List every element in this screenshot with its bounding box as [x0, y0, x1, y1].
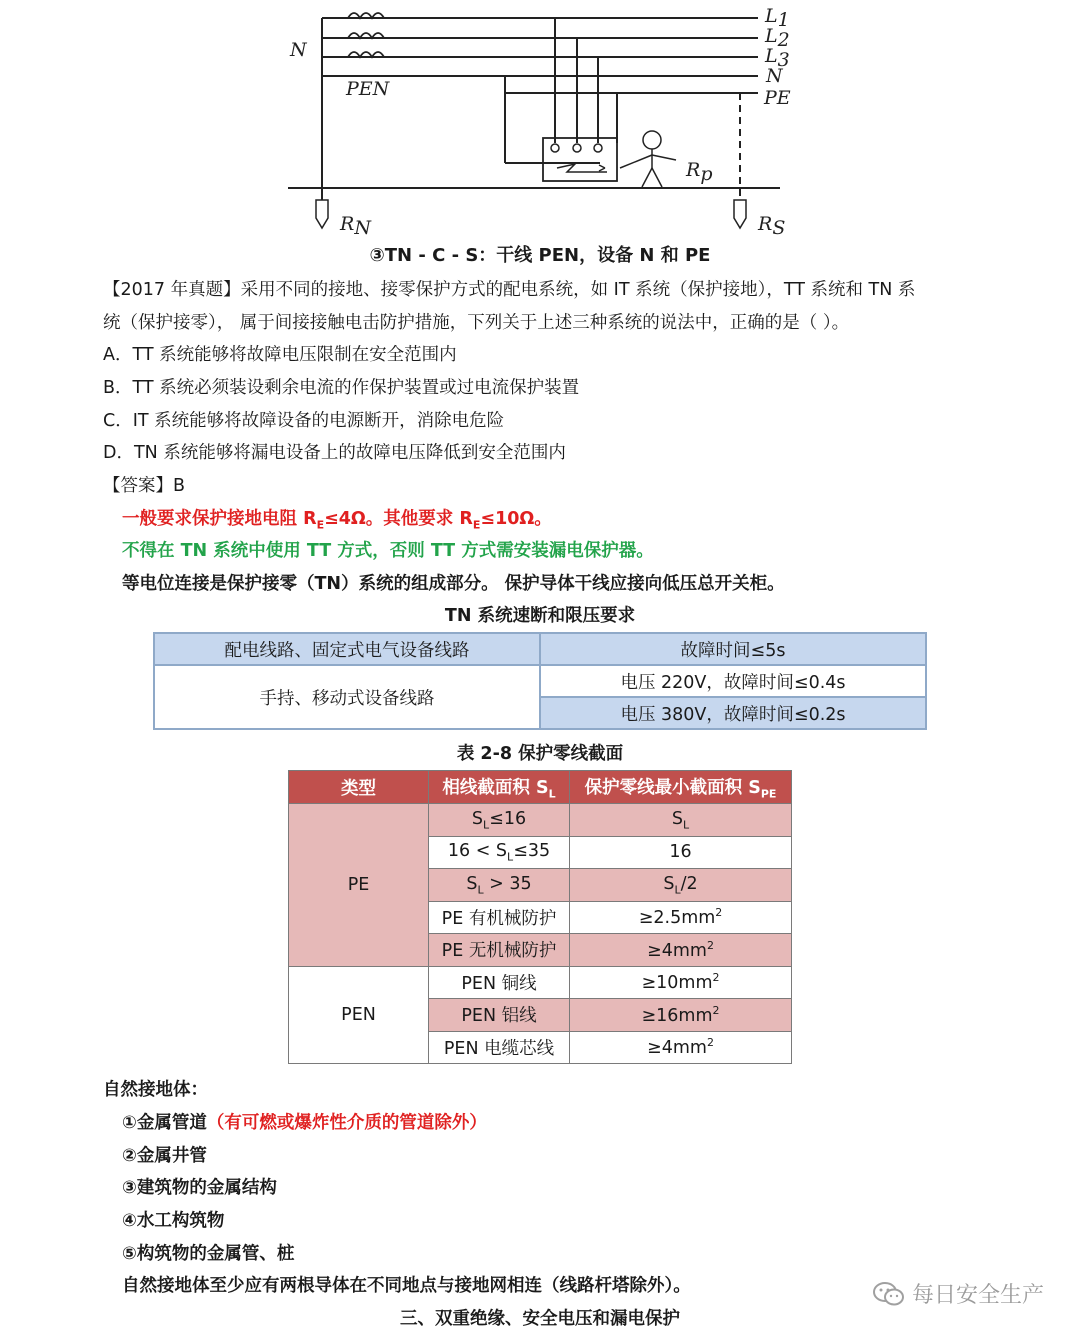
tn-cell: 电压 380V，故障时间≤0.2s — [540, 697, 926, 729]
pe-cell: PEN 铜线 — [429, 966, 570, 999]
watermark-text: 每日安全生产 — [911, 1283, 1044, 1308]
pe-header-type: 类型 — [289, 771, 429, 804]
wechat-watermark — [872, 1278, 1044, 1309]
option-a: A．TT 系统能够将故障电压限制在安全范围内 — [103, 345, 457, 365]
natural-item-4: ④水工构筑物 — [122, 1211, 225, 1231]
option-b: B．TT 系统必须装设剩余电流的作保护装置或过电流保护装置 — [103, 378, 580, 398]
pe-cell: PEN 铝线 — [429, 999, 570, 1032]
natural-item-5: ⑤构筑物的金属管、桩 — [122, 1244, 295, 1264]
tn-cell: 配电线路、固定式电气设备线路 — [154, 633, 540, 665]
natural-summary: 自然接地体至少应有两根导体在不同地点与接地网相连（线路杆塔除外）。 — [122, 1276, 691, 1296]
note-red: 一般要求保护接地电阻 $R_E\le 4\Omega$。其他要求 $R_E\le 10\Omega$。 — [122, 509, 552, 532]
tn-cell: 电压 220V，故障时间≤0.4s — [540, 665, 926, 697]
tn-cell: 手持、移动式设备线路 — [154, 665, 540, 729]
pe-cell: $\ge 4mm^2$ — [570, 934, 792, 967]
option-c: C．IT 系统能够将故障设备的电源断开，消除电危险 — [103, 411, 505, 431]
natural-item-3: ③建筑物的金属结构 — [122, 1178, 277, 1198]
natural-item-1: ①金属管道（有可燃或爆炸性介质的管道除外） — [122, 1113, 487, 1133]
note-green: 不得在 TN 系统中使用 TT 方式，否则 TT 方式需安装漏电保护器。 — [122, 541, 654, 561]
label-l1: L1 — [765, 5, 790, 31]
pe-cell: PE 有机械防护 — [429, 901, 570, 934]
label-pen: PEN — [346, 78, 390, 100]
pe-cell: PE 无机械防护 — [429, 934, 570, 967]
pe-cell: $16 < S_L\le 35$ — [429, 836, 570, 869]
section-heading: 三、双重绝缘、安全电压和漏电保护 — [400, 1309, 680, 1329]
question-line-1: 【2017 年真题】采用不同的接地、接零保护方式的配电系统，如 IT 系统（保护接地），TT 系统和 TN 系 — [103, 280, 916, 300]
note-bold: 等电位连接是保护接零（TN）系统的组成部分。 保护导体干线应接向低压总开关柜。 — [122, 574, 785, 594]
label-rp: Rp — [686, 159, 713, 185]
wechat-icon — [872, 1280, 906, 1308]
pe-cell: $\ge 16mm^2$ — [570, 999, 792, 1032]
tn-table — [153, 632, 927, 730]
pe-cell: 16 — [570, 836, 792, 869]
pe-cell: $\ge 4mm^2$ — [570, 1031, 792, 1064]
option-d: D．TN 系统能够将漏电设备上的故障电压降低到安全范围内 — [103, 443, 566, 463]
label-rn: RN — [340, 213, 371, 239]
tn-c-s-diagram — [280, 0, 800, 242]
pe-type-cell: PEN — [289, 966, 429, 1064]
natural-heading: 自然接地体： — [103, 1080, 208, 1100]
label-l3: L3 — [765, 45, 790, 71]
pe-cell: $S_L$ — [570, 804, 792, 837]
diagram-caption: ③TN - C - S：干线 PEN，设备 N 和 PE — [369, 245, 711, 266]
label-n-right: N — [766, 65, 783, 87]
label-pe: PE — [764, 87, 791, 109]
pe-header-phase: 相线截面积 $S_L$ — [429, 771, 570, 804]
pe-cell: $S_L/2$ — [570, 869, 792, 902]
pe-header-min: 保护零线最小截面积 $S_{PE}$ — [570, 771, 792, 804]
pe-cell: $S_L > 35$ — [429, 869, 570, 902]
label-n-left: N — [290, 39, 307, 61]
pe-type-cell: PE — [289, 804, 429, 967]
label-rs: RS — [758, 213, 786, 239]
pe-cell: $\ge 2.5mm^2$ — [570, 901, 792, 934]
pe-table-title: 表 2-8 保护零线截面 — [456, 744, 624, 764]
pe-cell: $\ge 10mm^2$ — [570, 966, 792, 999]
tn-table-title: TN 系统速断和限压要求 — [444, 606, 636, 626]
pe-cell: PEN 电缆芯线 — [429, 1031, 570, 1064]
natural-item-2: ②金属井管 — [122, 1146, 207, 1166]
tn-cell: 故障时间≤5s — [540, 633, 926, 665]
question-line-2: 统（保护接零）， 属于间接接触电击防护措施，下列关于上述三种系统的说法中，正确的是（ ）。 — [103, 313, 850, 333]
label-l2: L2 — [765, 25, 790, 51]
answer: 【答案】B — [103, 476, 186, 496]
pe-table — [288, 770, 792, 1064]
pe-cell: $S_L\le 16$ — [429, 804, 570, 837]
